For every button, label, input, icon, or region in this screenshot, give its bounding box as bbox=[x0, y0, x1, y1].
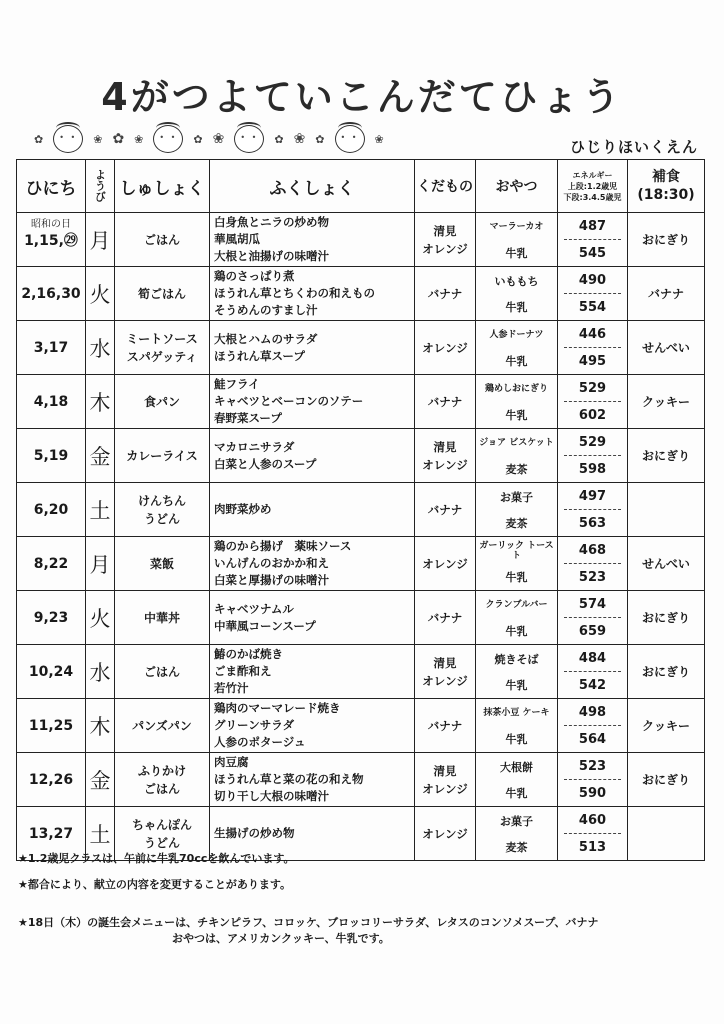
side-dish-line: ほうれん草とちくわの和えもの bbox=[214, 286, 375, 300]
energy-young: 487 bbox=[564, 213, 621, 240]
note-birthday-snack: おやつは、アメリカンクッキー、牛乳です。 bbox=[172, 932, 390, 945]
snack-drink: 牛乳 bbox=[505, 570, 528, 584]
fruit-cell bbox=[415, 753, 476, 807]
fruit-line: 清見 bbox=[433, 655, 457, 670]
header-hosyoku bbox=[628, 160, 705, 213]
staple-line: スパゲッティ bbox=[126, 349, 198, 364]
menu-table bbox=[16, 159, 705, 861]
snack-item: お菓子 bbox=[500, 490, 533, 504]
side-dish-line: キャベツとベーコンのソテー bbox=[214, 394, 364, 408]
snack-drink: 牛乳 bbox=[505, 732, 528, 746]
energy-older: 495 bbox=[578, 353, 607, 369]
fruit-cell bbox=[415, 213, 476, 267]
fruit-cell bbox=[415, 321, 476, 375]
header-side: ふくしょく bbox=[210, 160, 415, 213]
staple-line: ごはん bbox=[143, 232, 180, 247]
side-dish-line: いんげんのおかか和え bbox=[214, 556, 329, 570]
energy-cell bbox=[558, 213, 628, 267]
decoration-strip bbox=[34, 122, 534, 156]
supplement-cell: せんべい bbox=[628, 321, 705, 375]
side-dish-line: ほうれん草スープ bbox=[214, 348, 305, 363]
snack-drink: 牛乳 bbox=[505, 786, 528, 800]
school-name: ひじりほいくえん bbox=[569, 138, 698, 156]
energy-young: 498 bbox=[564, 699, 621, 726]
energy-older: 563 bbox=[578, 515, 607, 531]
weekday-cell: 火 bbox=[86, 591, 115, 645]
staple-cell bbox=[115, 591, 210, 645]
energy-cell bbox=[558, 321, 628, 375]
staple-cell bbox=[115, 213, 210, 267]
side-dish-line: キャベツナムル bbox=[214, 601, 294, 616]
side-dish-line: 大根とハムのサラダ bbox=[214, 331, 318, 346]
staple-line: けんちん bbox=[137, 493, 186, 508]
header-energy-line2: 下段:3.4.5歳児 bbox=[563, 192, 622, 202]
staple-line: ミートソース bbox=[126, 331, 198, 346]
weekday-cell: 金 bbox=[86, 753, 115, 807]
fruit-line: 清見 bbox=[433, 439, 457, 454]
staple-line: うどん bbox=[143, 835, 180, 850]
supplement-cell: おにぎり bbox=[628, 753, 705, 807]
energy-young: 497 bbox=[564, 483, 621, 510]
date-cell bbox=[17, 591, 86, 645]
date-cell bbox=[17, 267, 86, 321]
energy-older: 659 bbox=[578, 623, 607, 639]
weekday-cell: 月 bbox=[86, 537, 115, 591]
supplement-cell: クッキー bbox=[628, 375, 705, 429]
weekday-cell: 火 bbox=[86, 267, 115, 321]
fruit-line: バナナ bbox=[427, 502, 463, 517]
date-cell bbox=[17, 375, 86, 429]
staple-line: 菜飯 bbox=[149, 556, 174, 571]
staple-line: 中華丼 bbox=[143, 610, 180, 625]
side-dish-line: 肉野菜炒め bbox=[214, 502, 272, 516]
fruit-line: オレンジ bbox=[422, 673, 468, 688]
side-dish-cell bbox=[210, 537, 415, 591]
side-dish-line: 鰆のかば焼き bbox=[214, 647, 283, 661]
snack-drink: 麦茶 bbox=[505, 840, 528, 854]
energy-older: 542 bbox=[578, 677, 607, 693]
fruit-line: オレンジ bbox=[422, 556, 468, 571]
date-cell bbox=[17, 429, 86, 483]
menu-row bbox=[17, 483, 705, 537]
flower-icon: ❀ bbox=[293, 131, 306, 147]
supplement-cell bbox=[628, 483, 705, 537]
staple-cell bbox=[115, 483, 210, 537]
fruit-line: オレンジ bbox=[422, 241, 468, 256]
note-birthday: ★18日（木）の誕生会メニューは、チキンピラフ、コロッケ、ブロッコリーサラダ、レタスのコンソメスープ、バナナ bbox=[18, 916, 599, 929]
supplement-cell: おにぎり bbox=[628, 429, 705, 483]
energy-cell bbox=[558, 807, 628, 861]
child-face-icon bbox=[234, 125, 264, 153]
fruit-cell bbox=[415, 375, 476, 429]
fruit-line: バナナ bbox=[427, 610, 463, 625]
staple-line: カレーライス bbox=[126, 448, 198, 463]
energy-young: 490 bbox=[564, 267, 621, 294]
side-dish-line: 若竹汁 bbox=[214, 681, 249, 695]
date-text: 10,24 bbox=[28, 663, 74, 680]
staple-cell bbox=[115, 321, 210, 375]
fruit-cell bbox=[415, 699, 476, 753]
petal-icon: ❀ bbox=[134, 132, 144, 146]
fruit-cell bbox=[415, 807, 476, 861]
header-youbi-text: ようび bbox=[93, 168, 107, 202]
menu-row bbox=[17, 753, 705, 807]
snack-drink: 牛乳 bbox=[505, 246, 528, 260]
holiday-note: 昭和の日 bbox=[31, 219, 71, 230]
energy-young: 460 bbox=[564, 807, 621, 834]
side-dish-line: 春野菜スープ bbox=[214, 411, 282, 425]
menu-row bbox=[17, 321, 705, 375]
fruit-cell bbox=[415, 591, 476, 645]
menu-row bbox=[17, 267, 705, 321]
header-snack: おやつ bbox=[476, 160, 558, 213]
petal-icon: ✿ bbox=[315, 132, 325, 146]
snack-cell bbox=[476, 645, 558, 699]
side-dish-cell bbox=[210, 321, 415, 375]
petal-icon: ❀ bbox=[93, 132, 103, 146]
supplement-cell: クッキー bbox=[628, 699, 705, 753]
snack-drink: 牛乳 bbox=[505, 678, 528, 692]
side-dish-line: ごま酢和え bbox=[214, 664, 272, 678]
weekday-cell: 木 bbox=[86, 699, 115, 753]
date-text: 9,23 bbox=[33, 609, 69, 626]
side-dish-cell bbox=[210, 645, 415, 699]
supplement-cell: おにぎり bbox=[628, 213, 705, 267]
note-milk: ★1.2歳児クラスは、午前に牛乳70ccを飲んでいます。 bbox=[18, 852, 295, 865]
energy-older: 513 bbox=[578, 839, 607, 855]
menu-row bbox=[17, 537, 705, 591]
petal-icon: ✿ bbox=[274, 132, 284, 146]
date-cell bbox=[17, 213, 86, 267]
energy-young: 468 bbox=[564, 537, 621, 564]
date-text: 1,15,㉙ bbox=[24, 232, 78, 249]
flower-icon: ✿ bbox=[112, 131, 125, 147]
fruit-line: 清見 bbox=[433, 223, 457, 238]
snack-cell bbox=[476, 321, 558, 375]
weekday-cell: 水 bbox=[86, 321, 115, 375]
header-hosyoku-title: 補食 bbox=[652, 169, 680, 185]
snack-cell bbox=[476, 591, 558, 645]
snack-item: 鶏めしおにぎり bbox=[484, 383, 548, 394]
staple-line: ごはん bbox=[143, 664, 180, 679]
energy-cell bbox=[558, 483, 628, 537]
side-dish-cell bbox=[210, 213, 415, 267]
snack-item: お菓子 bbox=[500, 814, 533, 828]
snack-item: 人参ドーナツ bbox=[489, 329, 544, 340]
energy-older: 523 bbox=[578, 569, 607, 585]
flower-icon: ❀ bbox=[212, 131, 225, 147]
snack-drink: 牛乳 bbox=[505, 624, 528, 638]
side-dish-cell bbox=[210, 753, 415, 807]
energy-young: 484 bbox=[564, 645, 621, 672]
side-dish-cell bbox=[210, 591, 415, 645]
snack-cell bbox=[476, 483, 558, 537]
energy-older: 602 bbox=[578, 407, 607, 423]
date-text: 5,19 bbox=[33, 447, 69, 464]
side-dish-cell bbox=[210, 483, 415, 537]
side-dish-line: 鶏肉のマーマレード焼き bbox=[214, 701, 341, 715]
weekday-cell: 月 bbox=[86, 213, 115, 267]
side-dish-line: 鮭フライ bbox=[214, 377, 260, 391]
fruit-line: バナナ bbox=[427, 718, 463, 733]
snack-drink: 牛乳 bbox=[505, 354, 528, 368]
snack-item: 大根餅 bbox=[500, 760, 533, 774]
child-face-icon bbox=[53, 125, 83, 153]
header-youbi bbox=[86, 160, 115, 213]
staple-line: ごはん bbox=[143, 781, 180, 796]
snack-item: 抹茶小豆 ケーキ bbox=[483, 707, 550, 718]
side-dish-line: 生揚げの炒め物 bbox=[214, 826, 295, 840]
snack-cell bbox=[476, 267, 558, 321]
side-dish-cell bbox=[210, 267, 415, 321]
staple-line: 筍ごはん bbox=[137, 286, 186, 301]
staple-cell bbox=[115, 429, 210, 483]
energy-cell bbox=[558, 375, 628, 429]
weekday-cell: 金 bbox=[86, 429, 115, 483]
menu-row bbox=[17, 375, 705, 429]
energy-older: 590 bbox=[578, 785, 607, 801]
date-cell bbox=[17, 645, 86, 699]
staple-line: 食パン bbox=[143, 394, 180, 409]
petal-icon: ❀ bbox=[374, 132, 384, 146]
staple-cell bbox=[115, 645, 210, 699]
date-cell bbox=[17, 321, 86, 375]
side-dish-line: グリーンサラダ bbox=[214, 718, 295, 732]
snack-cell bbox=[476, 807, 558, 861]
side-dish-line: 華風胡瓜 bbox=[214, 232, 260, 246]
child-face-icon bbox=[153, 125, 183, 153]
energy-cell bbox=[558, 591, 628, 645]
date-text: 11,25 bbox=[28, 717, 74, 734]
energy-cell bbox=[558, 537, 628, 591]
energy-young: 446 bbox=[564, 321, 621, 348]
side-dish-line: 白菜と厚揚げの味噌汁 bbox=[214, 573, 329, 587]
energy-older: 545 bbox=[578, 245, 607, 261]
staple-line: うどん bbox=[143, 511, 180, 526]
snack-cell bbox=[476, 213, 558, 267]
child-face-icon bbox=[335, 125, 365, 153]
snack-cell bbox=[476, 753, 558, 807]
fruit-cell bbox=[415, 483, 476, 537]
date-text: 8,22 bbox=[33, 555, 69, 572]
header-date: ひにち bbox=[17, 160, 86, 213]
snack-item: ジョア ビスケット bbox=[479, 437, 554, 448]
supplement-cell: せんべい bbox=[628, 537, 705, 591]
fruit-cell bbox=[415, 267, 476, 321]
side-dish-line: 鶏のから揚げ 薬味ソース bbox=[214, 539, 352, 553]
menu-row bbox=[17, 699, 705, 753]
date-text: 3,17 bbox=[33, 339, 69, 356]
fruit-cell bbox=[415, 429, 476, 483]
date-cell bbox=[17, 753, 86, 807]
date-text: 4,18 bbox=[33, 393, 69, 410]
side-dish-cell bbox=[210, 375, 415, 429]
side-dish-line: 中華風コーンスープ bbox=[214, 618, 316, 633]
menu-row bbox=[17, 213, 705, 267]
side-dish-line: 鶏のさっぱり煮 bbox=[214, 269, 295, 283]
snack-item: ガーリック トースト bbox=[479, 540, 554, 561]
energy-young: 523 bbox=[564, 753, 621, 780]
fruit-line: オレンジ bbox=[422, 340, 468, 355]
energy-older: 598 bbox=[578, 461, 607, 477]
side-dish-cell bbox=[210, 429, 415, 483]
header-fruit: くだもの bbox=[415, 160, 476, 213]
header-energy-line1: 上段:1.2歳児 bbox=[567, 181, 618, 191]
menu-body bbox=[17, 213, 705, 861]
weekday-cell: 木 bbox=[86, 375, 115, 429]
fruit-line: オレンジ bbox=[422, 826, 468, 841]
staple-cell bbox=[115, 537, 210, 591]
energy-young: 529 bbox=[564, 375, 621, 402]
snack-item: いももち bbox=[494, 274, 539, 288]
snack-cell bbox=[476, 429, 558, 483]
energy-older: 554 bbox=[578, 299, 607, 315]
header-energy-title: エネルギー bbox=[572, 170, 613, 180]
menu-row bbox=[17, 591, 705, 645]
staple-cell bbox=[115, 699, 210, 753]
side-dish-line: 白菜と人参のスープ bbox=[214, 456, 317, 471]
weekday-cell: 水 bbox=[86, 645, 115, 699]
page-title: 4がつよていこんだてひょう bbox=[101, 75, 623, 119]
energy-cell bbox=[558, 267, 628, 321]
snack-cell bbox=[476, 699, 558, 753]
energy-cell bbox=[558, 753, 628, 807]
date-text: 13,27 bbox=[28, 825, 74, 842]
snack-item: クランブルバー bbox=[485, 599, 548, 610]
side-dish-line: 肉豆腐 bbox=[214, 755, 249, 769]
staple-cell bbox=[115, 375, 210, 429]
side-dish-line: ほうれん草と菜の花の和え物 bbox=[214, 772, 364, 786]
petal-icon: ✿ bbox=[34, 132, 44, 146]
date-text: 6,20 bbox=[33, 501, 69, 518]
side-dish-line: そうめんのすまし汁 bbox=[214, 303, 318, 317]
side-dish-cell bbox=[210, 699, 415, 753]
side-dish-line: 大根と油揚げの味噌汁 bbox=[214, 249, 329, 263]
energy-cell bbox=[558, 645, 628, 699]
header-hosyoku-time: (18:30) bbox=[637, 187, 695, 203]
header-row bbox=[17, 160, 705, 213]
weekday-cell: 土 bbox=[86, 807, 115, 861]
energy-young: 529 bbox=[564, 429, 621, 456]
staple-cell bbox=[115, 267, 210, 321]
date-cell bbox=[17, 483, 86, 537]
fruit-cell bbox=[415, 645, 476, 699]
side-dish-line: 白身魚とニラの炒め物 bbox=[214, 215, 329, 229]
staple-cell bbox=[115, 753, 210, 807]
staple-line: パンズパン bbox=[132, 718, 192, 733]
energy-young: 574 bbox=[564, 591, 621, 618]
header-energy bbox=[558, 160, 628, 213]
date-cell bbox=[17, 537, 86, 591]
supplement-cell: おにぎり bbox=[628, 591, 705, 645]
menu-row bbox=[17, 645, 705, 699]
fruit-line: オレンジ bbox=[422, 781, 468, 796]
snack-drink: 麦茶 bbox=[505, 462, 528, 476]
petal-icon: ✿ bbox=[193, 132, 203, 146]
weekday-cell: 土 bbox=[86, 483, 115, 537]
menu-row bbox=[17, 429, 705, 483]
snack-cell bbox=[476, 537, 558, 591]
snack-drink: 麦茶 bbox=[505, 516, 528, 530]
date-text: 2,16,30 bbox=[21, 285, 81, 302]
snack-drink: 牛乳 bbox=[505, 408, 528, 422]
fruit-line: バナナ bbox=[427, 286, 463, 301]
fruit-line: 清見 bbox=[433, 763, 457, 778]
side-dish-line: 人参のポタージュ bbox=[214, 735, 306, 749]
staple-line: ちゃんぽん bbox=[131, 817, 192, 832]
energy-cell bbox=[558, 429, 628, 483]
staple-line: ふりかけ bbox=[137, 763, 186, 778]
side-dish-line: マカロニサラダ bbox=[214, 439, 295, 454]
note-change: ★都合により、献立の内容を変更することがあります。 bbox=[18, 878, 291, 891]
fruit-cell bbox=[415, 537, 476, 591]
date-cell bbox=[17, 699, 86, 753]
fruit-line: バナナ bbox=[427, 394, 463, 409]
snack-drink: 牛乳 bbox=[505, 300, 528, 314]
side-dish-line: 切り干し大根の味噌汁 bbox=[214, 789, 329, 803]
snack-item: 焼きそば bbox=[494, 652, 539, 666]
snack-item: マーラーカオ bbox=[489, 221, 544, 232]
energy-cell bbox=[558, 699, 628, 753]
snack-cell bbox=[476, 375, 558, 429]
supplement-cell: おにぎり bbox=[628, 645, 705, 699]
supplement-cell: バナナ bbox=[628, 267, 705, 321]
fruit-line: オレンジ bbox=[422, 457, 468, 472]
date-text: 12,26 bbox=[28, 771, 74, 788]
energy-older: 564 bbox=[578, 731, 607, 747]
header-staple: しゅしょく bbox=[115, 160, 210, 213]
supplement-cell bbox=[628, 807, 705, 861]
